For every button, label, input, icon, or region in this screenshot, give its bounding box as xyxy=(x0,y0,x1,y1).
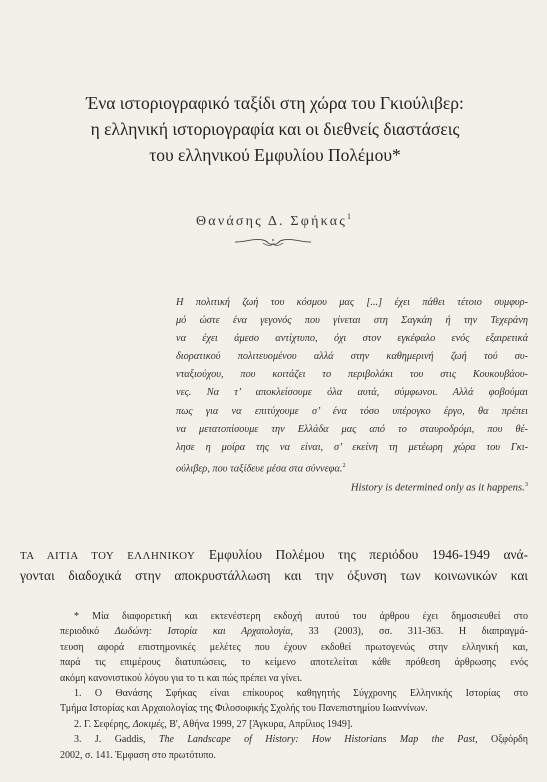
footnote-line xyxy=(60,717,528,732)
footnote-text: , Β', Αθήνα 1999, 27 [Άγκυρα, Απρίλιος 1949]. xyxy=(164,718,353,730)
footnote-line: τευση αφορά επιστημονικές μελέτες που έχουν εκδοθεί πρωτογενώς στην ελληνική και, xyxy=(60,641,528,653)
footnote-marker: 3 xyxy=(524,481,528,488)
title-line: Ένα ιστοριογραφικό ταξίδι στη χώρα του Γκιούλιβερ: xyxy=(86,93,464,113)
title-line: η ελληνική ιστοριογραφία και οι διεθνείς διαστάσεις xyxy=(90,119,460,139)
footnote-line: Τμήμα Ιστορίας και Αρχαιολογίας της Φιλοσοφικής Σχολής του Πανεπιστημίου Ιωαννίνων. xyxy=(60,703,428,715)
footnote-marker: 2 xyxy=(342,461,346,469)
footnote-line: ακόμη κανονιστικού λόγου για το τι και πώς πρέπει να γίνει. xyxy=(60,672,303,684)
epigraph-line: να έχει άμεσο αντίχτυπο, όχι στον εγκέφαλο ενός εξαιρετικά xyxy=(176,333,528,345)
footnote-text: , Οξφόρδη xyxy=(475,734,528,746)
footnote-text: περιοδικό xyxy=(60,626,115,638)
body-paragraph xyxy=(20,545,528,586)
smallcaps-lead: ΤΑ ΑΙΤΙΑ ΤΟΥ ΕΛΛΗΝΙΚΟΥ xyxy=(20,550,196,562)
epigraph-line: νταξιούχου, που κοιτάζει το περιβολάκι του στις Κουκουβάου- xyxy=(176,369,528,381)
journal-title: Δωδώνη: Ιστορία και Αρχαιολογία xyxy=(114,626,291,638)
epigraph-line xyxy=(176,457,528,479)
footnote-text: 2. Γ. Σεφέρης, xyxy=(74,718,133,730)
author-byline xyxy=(0,214,547,230)
ornament-divider-icon xyxy=(233,236,313,248)
epigraph-line-text: ούλιβερ, που ταξίδευε μέσα στα σύννεφα. xyxy=(176,463,343,475)
footnote-1 xyxy=(60,686,528,717)
footnote-line: * Μία διαφορετική και εκτενέστερη εκδοχή αυτού του άρθρου έχει δημοσιευθεί στο xyxy=(74,611,528,622)
epigraph-line: Η πολιτική ζωή του κόσμου μας [...] έχει πάθει τέτοιο συμφυρ- xyxy=(176,297,528,308)
footnote-line xyxy=(60,624,528,639)
footnote-2 xyxy=(60,717,528,732)
footnote-text: 3. J. Gaddis, xyxy=(74,734,159,746)
body-line xyxy=(20,545,528,566)
book-title: Δοκιμές xyxy=(132,718,165,730)
epigraph-line: μό ώστε ένα γεγονός που γίνεται στη Σαγκάη ή την Τεχεράνη xyxy=(176,315,528,327)
book-title: The Landscape of History: How Historians Map the Past xyxy=(158,734,476,746)
body-line-text: Εμφυλίου Πολέμου της περιόδου 1946-1949 ανά- xyxy=(195,547,528,562)
footnote-line: 1. Ο Θανάσης Σφήκας είναι επίκουρος καθηγητής Σύγχρονης Ελληνικής Ιστορίας στο xyxy=(74,688,528,700)
footnote-star xyxy=(60,609,528,686)
article-title xyxy=(40,90,510,168)
epigraph-line: πως για να επιτύχουμε σ’ ένα τόσο υπέρογκο έργο, θα πρέπει xyxy=(176,405,528,417)
footnote-line xyxy=(60,732,528,747)
epigraph-line: διορατικού πολιτευομένου αλλά στην καθημερινή ζωή τού συ- xyxy=(176,351,528,363)
epigraph-quote xyxy=(176,481,528,494)
quote-text: History is determined only as it happens. xyxy=(350,482,525,494)
footnote-line: παρά τις επιμέρους διατυπώσεις, το κείμενο αποτελείται κάθε πρόθεση άρθρωσης ενός xyxy=(60,657,528,669)
epigraph xyxy=(176,294,528,478)
footnote-line: 2002, σ. 141. Έμφαση στο πρωτότυπο. xyxy=(60,749,216,761)
epigraph-line: να μετατοπίσουμε την Ελλάδα μας από το σταυροδρόμι, που θέ- xyxy=(176,423,528,435)
footnote-text: , 33 (2003), σσ. 311-363. Η διαπραγμά- xyxy=(290,626,528,638)
epigraph-line: νες. Να τ’ αποκλείσουμε όλα αυτά, σύμφωνοι. Αλλά φοβούμαι xyxy=(176,387,528,399)
title-line: του ελληνικού Εμφυλίου Πολέμου* xyxy=(149,145,401,165)
footnotes xyxy=(60,609,528,763)
epigraph-line: λησε η μοίρα της να είναι, σ’ εκείνη τη μετέωρη χώρα του Γκι- xyxy=(176,441,528,453)
body-line: γονται διαδοχικά στην αποκρυστάλλωση και την όξυνση των κοινωνικών και xyxy=(20,568,528,583)
author-footnote-marker: 1 xyxy=(347,212,351,221)
author-name: Θανάσης Δ. Σφήκας xyxy=(195,214,347,229)
footnote-3 xyxy=(60,732,528,763)
